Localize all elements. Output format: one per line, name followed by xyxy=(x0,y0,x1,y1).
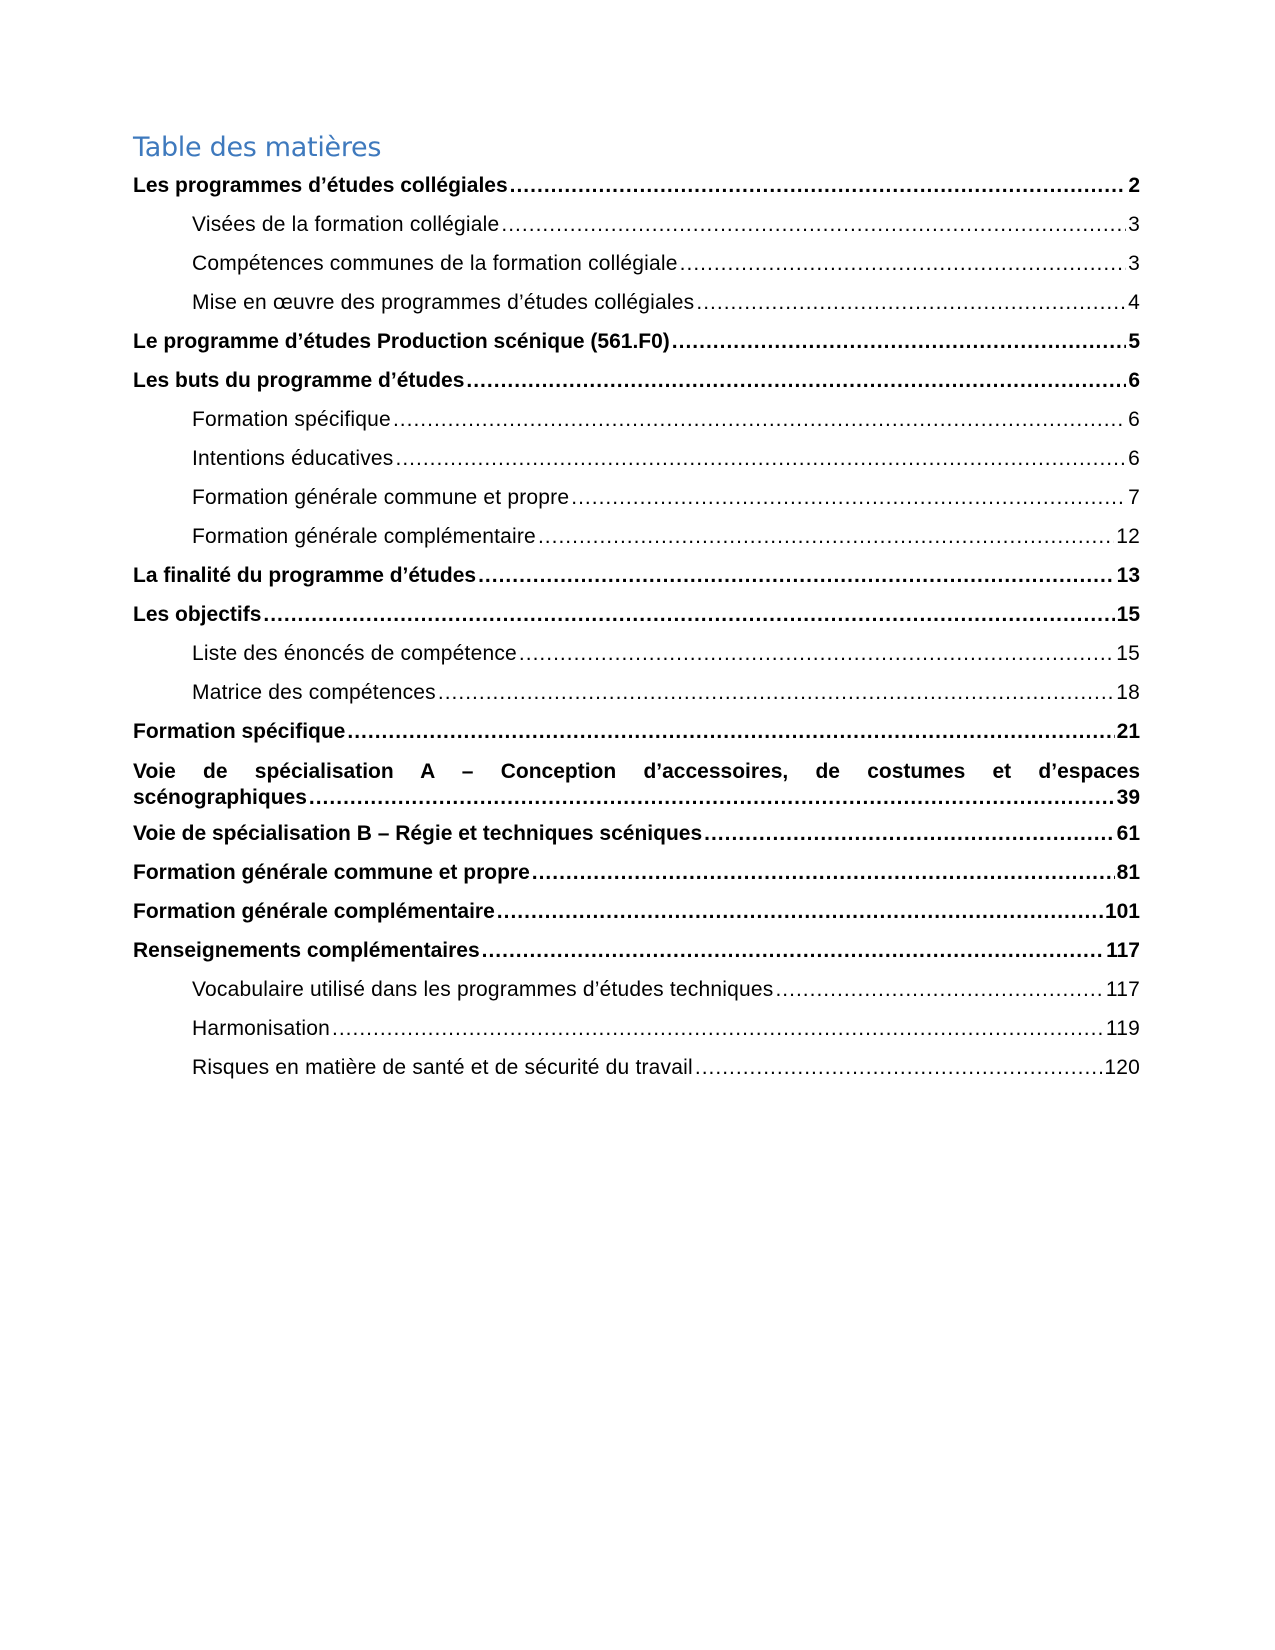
toc-entry-page: 18 xyxy=(1116,681,1140,705)
toc-entry[interactable] xyxy=(133,720,1140,759)
toc-entry-page: 5 xyxy=(1128,330,1140,354)
toc-list xyxy=(133,174,1140,1095)
toc-entry-page: 120 xyxy=(1104,1056,1140,1080)
toc-entry[interactable] xyxy=(133,486,1140,525)
toc-entry-label: Formation générale commune et propre xyxy=(133,861,530,885)
dot-leader xyxy=(347,720,1114,744)
dot-leader xyxy=(309,785,1115,811)
toc-entry-page: 15 xyxy=(1116,603,1140,627)
dot-leader xyxy=(695,1056,1102,1080)
toc-entry-page: 4 xyxy=(1128,291,1140,315)
toc-entry-label: Le programme d’études Production scénique (561.F0) xyxy=(133,330,670,354)
dot-leader xyxy=(393,408,1126,432)
toc-entry[interactable] xyxy=(133,900,1140,939)
toc-entry-page: 101 xyxy=(1104,900,1140,924)
toc-title: Table des matières xyxy=(133,132,382,163)
toc-entry-page: 117 xyxy=(1106,939,1140,963)
toc-entry[interactable] xyxy=(133,759,1140,811)
toc-entry[interactable] xyxy=(133,681,1140,720)
toc-entry-page: 119 xyxy=(1105,1017,1140,1041)
toc-entry-label: Intentions éducatives xyxy=(192,447,394,471)
toc-entry-label: La finalité du programme d’études xyxy=(133,564,477,588)
dot-leader xyxy=(396,447,1127,471)
toc-entry-label: Vocabulaire utilisé dans les programmes d’études techniques xyxy=(192,978,774,1002)
toc-entry-label-continued: scénographiques xyxy=(133,786,307,810)
toc-entry-page: 3 xyxy=(1128,213,1140,237)
dot-leader xyxy=(466,369,1126,393)
dot-leader xyxy=(672,330,1127,354)
toc-entry-label: Formation générale commune et propre xyxy=(192,486,570,510)
toc-entry-page: 12 xyxy=(1116,525,1140,549)
toc-entry-label: Harmonisation xyxy=(192,1017,330,1041)
toc-entry-label: Mise en œuvre des programmes d’études collégiales xyxy=(192,291,695,315)
toc-entry[interactable] xyxy=(133,564,1140,603)
toc-entry[interactable] xyxy=(133,861,1140,900)
toc-entry[interactable] xyxy=(133,1056,1140,1095)
toc-entry-label: Liste des énoncés de compétence xyxy=(192,642,517,666)
dot-leader xyxy=(704,822,1115,846)
toc-entry-label: Formation générale complémentaire xyxy=(133,900,495,924)
dot-leader xyxy=(497,900,1103,924)
toc-entry-label: Formation spécifique xyxy=(192,408,391,432)
toc-entry-page: 6 xyxy=(1128,447,1140,471)
toc-entry[interactable] xyxy=(133,978,1140,1017)
toc-entry-label: Matrice des compétences xyxy=(192,681,436,705)
dot-leader xyxy=(775,978,1103,1002)
toc-entry-page: 6 xyxy=(1128,408,1140,432)
toc-entry-label: Voie de spécialisation B – Régie et techniques scéniques xyxy=(133,822,703,846)
toc-entry[interactable] xyxy=(133,1017,1140,1056)
toc-entry[interactable] xyxy=(133,369,1140,408)
dot-leader xyxy=(538,525,1114,549)
toc-entry-label: Formation générale complémentaire xyxy=(192,525,536,549)
toc-entry-label: Formation spécifique xyxy=(133,720,346,744)
toc-entry-page: 81 xyxy=(1116,861,1140,885)
toc-entry[interactable] xyxy=(133,174,1140,213)
toc-entry[interactable] xyxy=(133,213,1140,252)
dot-leader xyxy=(501,213,1126,237)
toc-entry-page: 7 xyxy=(1128,486,1140,510)
toc-entry-page: 2 xyxy=(1128,174,1140,198)
toc-entry-page: 61 xyxy=(1116,822,1140,846)
dot-leader xyxy=(696,291,1126,315)
dot-leader xyxy=(478,564,1115,588)
dot-leader xyxy=(438,681,1114,705)
dot-leader xyxy=(482,939,1104,963)
toc-entry[interactable] xyxy=(133,642,1140,681)
toc-entry-page: 15 xyxy=(1116,642,1140,666)
toc-entry-page: 21 xyxy=(1116,720,1140,744)
toc-entry-page: 13 xyxy=(1116,564,1140,588)
dot-leader xyxy=(519,642,1114,666)
toc-entry[interactable] xyxy=(133,939,1140,978)
toc-entry-label: Les objectifs xyxy=(133,603,262,627)
toc-entry[interactable] xyxy=(133,822,1140,861)
toc-entry-page: 6 xyxy=(1128,369,1140,393)
toc-entry-label: Risques en matière de santé et de sécurité du travail xyxy=(192,1056,693,1080)
dot-leader xyxy=(532,861,1115,885)
toc-entry[interactable] xyxy=(133,603,1140,642)
toc-entry[interactable] xyxy=(133,330,1140,369)
document-page xyxy=(133,132,1140,1095)
toc-entry[interactable] xyxy=(133,408,1140,447)
dot-leader xyxy=(263,603,1114,627)
dot-leader xyxy=(332,1017,1104,1041)
toc-entry-label: Les buts du programme d’études xyxy=(133,369,465,393)
toc-entry-label: Les programmes d’études collégiales xyxy=(133,174,508,198)
dot-leader xyxy=(680,252,1126,276)
toc-entry[interactable] xyxy=(133,525,1140,564)
toc-entry[interactable] xyxy=(133,252,1140,291)
toc-entry[interactable] xyxy=(133,291,1140,330)
toc-entry-label: Compétences communes de la formation collégiale xyxy=(192,252,678,276)
toc-entry-page: 39 xyxy=(1116,786,1140,810)
toc-entry-label: Renseignements complémentaires xyxy=(133,939,480,963)
toc-entry-page: 117 xyxy=(1105,978,1140,1002)
toc-entry-page: 3 xyxy=(1128,252,1140,276)
dot-leader xyxy=(571,486,1126,510)
dot-leader xyxy=(510,174,1127,198)
toc-entry-label: Voie de spécialisation A – Conception d’accessoires, de costumes et d’espaces xyxy=(133,760,1140,784)
toc-entry[interactable] xyxy=(133,447,1140,486)
toc-entry-label: Visées de la formation collégiale xyxy=(192,213,500,237)
